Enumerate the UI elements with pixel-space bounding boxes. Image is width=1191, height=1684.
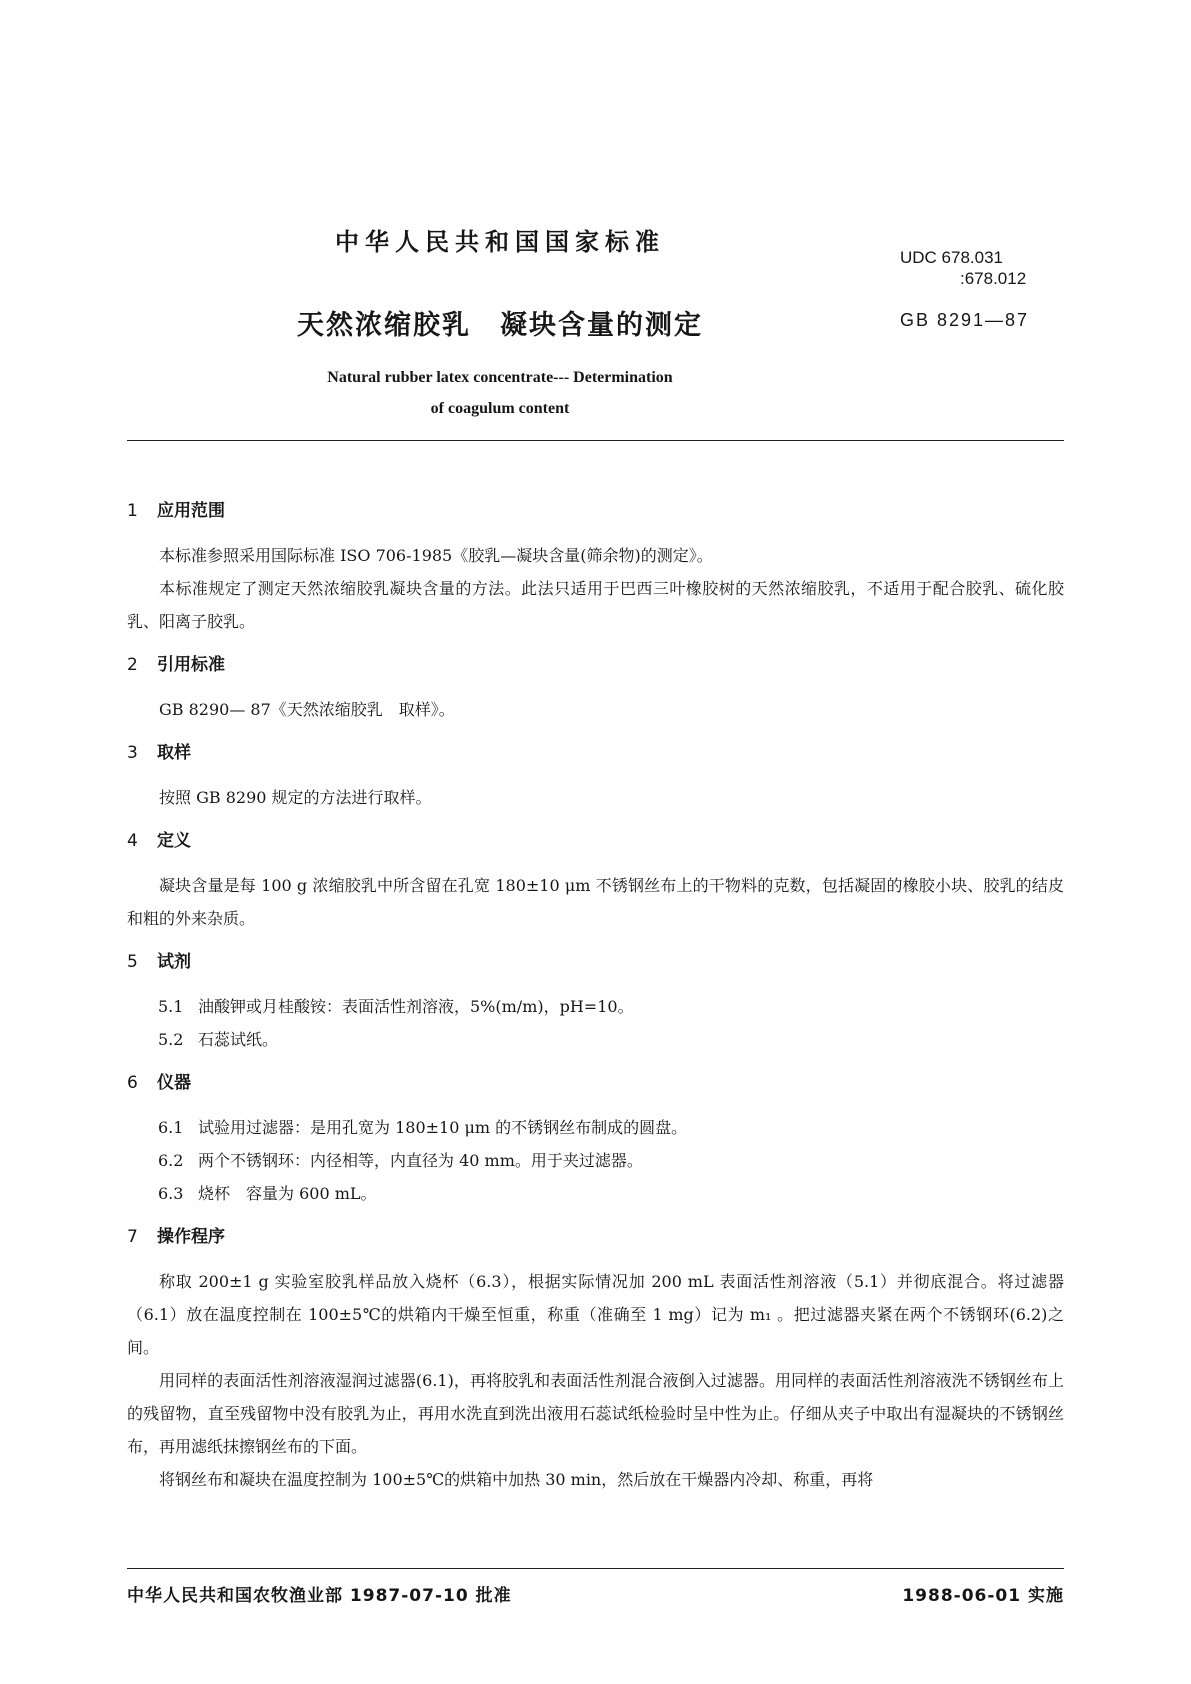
title-en-line-1: Natural rubber latex concentrate--- Determination [327, 369, 673, 386]
section-2 [127, 654, 1064, 726]
section-5 [127, 951, 1064, 1056]
section-4 [127, 830, 1064, 935]
paragraph: 用同样的表面活性剂溶液湿润过滤器(6.1)，再将胶乳和表面活性剂混合液倒入过滤器。用同样的表面活性剂溶液洗不锈钢丝布上的残留物，直至残留物中没有胶乳为止，再用水洗直到洗出液用石蕊试纸检验时呈中性为止。仔细从夹子中取出有湿凝块的不锈钢丝布，再用滤纸抹擦钢丝布的下面。 [127, 1371, 1064, 1456]
section-1 [127, 500, 1064, 638]
paragraph: GB 8290— 87《天然浓缩胶乳 取样》。 [159, 700, 455, 719]
list-item: 5.2 石蕊试纸。 [158, 1030, 279, 1049]
gb-code: GB 8291—87 [900, 310, 1030, 330]
paragraph: 本标准规定了测定天然浓缩胶乳凝块含量的方法。此法只适用于巴西三叶橡胶树的天然浓缩胶乳，不适用于配合胶乳、硫化胶乳、阳离子胶乳。 [127, 579, 1064, 631]
apparatus-list [127, 1111, 1064, 1210]
approval-line: 中华人民共和国农牧渔业部 1987-07-10 批准 [127, 1586, 512, 1606]
udc-line-2: :678.012 [960, 269, 1027, 288]
section-heading: 4 定义 [127, 831, 191, 851]
footer-divider [127, 1568, 1064, 1569]
list-item: 6.3 烧杯 容量为 600 mL。 [158, 1184, 377, 1203]
paragraph: 本标准参照采用国际标准 ISO 706-1985《胶乳—凝块含量(筛余物)的测定》。 [159, 546, 713, 565]
section-heading: 6 仪器 [127, 1073, 191, 1093]
section-heading: 7 操作程序 [127, 1227, 225, 1247]
reagent-list [127, 990, 1064, 1056]
list-item: 6.1 试验用过滤器：是用孔宽为 180±10 μm 的不锈钢丝布制成的圆盘。 [158, 1118, 688, 1137]
header-divider [127, 440, 1064, 441]
standard-name: 中华人民共和国国家标准 [335, 228, 665, 256]
paragraph: 将钢丝布和凝块在温度控制为 100±5℃的烘箱中加热 30 min，然后放在干燥器内冷却、称重，再将 [159, 1470, 874, 1489]
title-en-line-2: of coagulum content [430, 400, 570, 417]
section-heading: 5 试剂 [127, 952, 191, 972]
paragraph: 按照 GB 8290 规定的方法进行取样。 [159, 788, 432, 807]
udc-line-1: UDC 678.031 [900, 248, 1004, 267]
list-item: 5.1 油酸钾或月桂酸铵：表面活性剂溶液，5%(m/m)，pH=10。 [158, 997, 634, 1016]
document-title-en [260, 362, 740, 424]
paragraph: 凝块含量是每 100 g 浓缩胶乳中所含留在孔宽 180±10 μm 不锈钢丝布上的干物料的克数，包括凝固的橡胶小块、胶乳的结皮和粗的外来杂质。 [127, 876, 1064, 928]
document-body [127, 500, 1064, 1496]
list-item: 6.2 两个不锈钢环：内径相等，内直径为 40 mm。用于夹过滤器。 [158, 1151, 643, 1170]
section-heading: 1 应用范围 [127, 501, 225, 521]
udc-code [900, 247, 1026, 289]
section-3 [127, 742, 1064, 814]
section-heading: 2 引用标准 [127, 655, 225, 675]
document-title-cn: 天然浓缩胶乳 凝块含量的测定 [297, 310, 703, 341]
section-heading: 3 取样 [127, 743, 191, 763]
section-7 [127, 1226, 1064, 1496]
section-6 [127, 1072, 1064, 1210]
paragraph: 称取 200±1 g 实验室胶乳样品放入烧杯（6.3），根据实际情况加 200 mL 表面活性剂溶液（5.1）并彻底混合。将过滤器（6.1）放在温度控制在 100±5℃的烘箱内干燥至恒重，称重（准确至 1 mg）记为 m₁ 。把过滤器夹紧在两个不锈钢环(6.2)之间。 [127, 1272, 1064, 1357]
effective-date: 1988-06-01 实施 [902, 1586, 1064, 1606]
